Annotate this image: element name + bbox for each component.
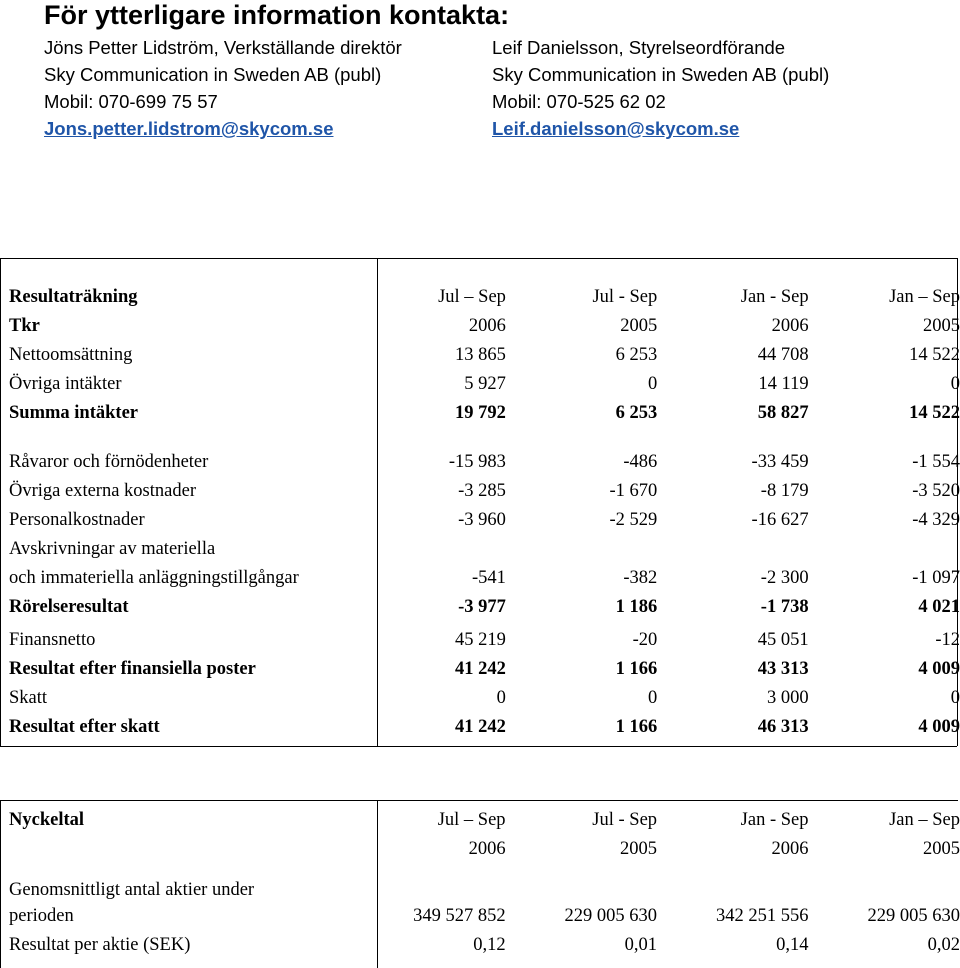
keyfigures-header-row bbox=[0, 806, 960, 835]
table-row bbox=[0, 931, 960, 960]
keyfigures-year-3: 2006 bbox=[657, 835, 808, 864]
cell: 229 005 630 bbox=[506, 902, 657, 931]
table-row bbox=[0, 506, 960, 535]
cell: 4 021 bbox=[809, 593, 960, 622]
contact-heading: För ytterligare information kontakta: bbox=[44, 0, 509, 30]
row-label: Resultat efter skatt bbox=[0, 713, 378, 742]
income-bottom-border bbox=[0, 746, 957, 747]
cell: 6 253 bbox=[506, 341, 657, 370]
cell: 13 865 bbox=[378, 341, 506, 370]
contact-right-company: Sky Communication in Sweden AB (publ) bbox=[492, 61, 829, 88]
row-label: Resultat per aktie (SEK) bbox=[0, 931, 378, 960]
spacer-row bbox=[0, 864, 960, 878]
keyfigures-year-row bbox=[0, 835, 960, 864]
cell: 45 219 bbox=[378, 626, 506, 655]
contact-right-phone: Mobil: 070-525 62 02 bbox=[492, 88, 829, 115]
income-period-4: Jan – Sep bbox=[809, 283, 960, 312]
income-period-3: Jan - Sep bbox=[657, 283, 808, 312]
cell: 1 186 bbox=[506, 593, 657, 622]
cell: -4 329 bbox=[809, 506, 960, 535]
row-label: Skatt bbox=[0, 684, 378, 713]
cell: -1 097 bbox=[809, 564, 960, 593]
income-statement-table bbox=[0, 283, 960, 742]
cell: -20 bbox=[506, 626, 657, 655]
cell: -541 bbox=[378, 564, 506, 593]
contact-right-name: Leif Danielsson, Styrelseordförande bbox=[492, 34, 829, 61]
cell: 14 522 bbox=[809, 341, 960, 370]
contact-right bbox=[492, 34, 829, 142]
income-year-1: 2006 bbox=[378, 312, 506, 341]
cell: 44 708 bbox=[657, 341, 808, 370]
cell: 4 009 bbox=[809, 655, 960, 684]
cell: -2 300 bbox=[657, 564, 808, 593]
cell: 43 313 bbox=[657, 655, 808, 684]
table-row bbox=[0, 341, 960, 370]
row-label: och immateriella anläggningstillgångar bbox=[0, 564, 378, 593]
keyfigures-period-3: Jan - Sep bbox=[657, 806, 808, 835]
cell: -8 179 bbox=[657, 477, 808, 506]
row-label: Resultat efter finansiella poster bbox=[0, 655, 378, 684]
cell: -1 670 bbox=[506, 477, 657, 506]
cell: 1 166 bbox=[506, 655, 657, 684]
row-label: Avskrivningar av materiella bbox=[0, 535, 378, 564]
row-label: Övriga externa kostnader bbox=[0, 477, 378, 506]
cell: 0 bbox=[506, 684, 657, 713]
cell: -33 459 bbox=[657, 448, 808, 477]
keyfigures-period-2: Jul - Sep bbox=[506, 806, 657, 835]
table-row bbox=[0, 535, 960, 564]
keyfigures-year-4: 2005 bbox=[809, 835, 960, 864]
contact-left bbox=[44, 34, 402, 142]
table-row-total bbox=[0, 399, 960, 428]
contact-left-company: Sky Communication in Sweden AB (publ) bbox=[44, 61, 402, 88]
row-label: perioden bbox=[0, 902, 378, 931]
cell: 0,12 bbox=[378, 931, 506, 960]
keyfigures-period-4: Jan – Sep bbox=[809, 806, 960, 835]
row-label: Genomsnittligt antal aktier under bbox=[0, 878, 378, 902]
table-row bbox=[0, 684, 960, 713]
cell: 45 051 bbox=[657, 626, 808, 655]
income-period-2: Jul - Sep bbox=[506, 283, 657, 312]
income-header-row bbox=[0, 283, 960, 312]
table-row bbox=[0, 878, 960, 902]
cell: 4 009 bbox=[809, 713, 960, 742]
cell: 0,01 bbox=[506, 931, 657, 960]
cell: 1 166 bbox=[506, 713, 657, 742]
cell: 14 119 bbox=[657, 370, 808, 399]
cell: 41 242 bbox=[378, 713, 506, 742]
contact-right-email-link[interactable]: Leif.danielsson@skycom.se bbox=[492, 115, 829, 142]
cell: -3 977 bbox=[378, 593, 506, 622]
table-row bbox=[0, 448, 960, 477]
cell: 58 827 bbox=[657, 399, 808, 428]
table-row bbox=[0, 370, 960, 399]
cell: 14 522 bbox=[809, 399, 960, 428]
cell: -16 627 bbox=[657, 506, 808, 535]
cell: 41 242 bbox=[378, 655, 506, 684]
cell: 3 000 bbox=[657, 684, 808, 713]
cell: 0 bbox=[378, 684, 506, 713]
income-year-3: 2006 bbox=[657, 312, 808, 341]
table-row-total bbox=[0, 713, 960, 742]
cell: 5 927 bbox=[378, 370, 506, 399]
table-row bbox=[0, 626, 960, 655]
cell: 342 251 556 bbox=[657, 902, 808, 931]
contact-left-name: Jöns Petter Lidström, Verkställande direktör bbox=[44, 34, 402, 61]
cell: -3 285 bbox=[378, 477, 506, 506]
row-label: Övriga intäkter bbox=[0, 370, 378, 399]
cell: -3 520 bbox=[809, 477, 960, 506]
contact-left-phone: Mobil: 070-699 75 57 bbox=[44, 88, 402, 115]
table-row bbox=[0, 477, 960, 506]
table-row-total bbox=[0, 655, 960, 684]
keyfigures-year-1: 2006 bbox=[378, 835, 506, 864]
cell: 0 bbox=[809, 684, 960, 713]
table-row bbox=[0, 902, 960, 931]
cell: 0,02 bbox=[809, 931, 960, 960]
cell: 0 bbox=[506, 370, 657, 399]
cell: -3 960 bbox=[378, 506, 506, 535]
row-label: Rörelseresultat bbox=[0, 593, 378, 622]
cell: 349 527 852 bbox=[378, 902, 506, 931]
row-label: Råvaror och förnödenheter bbox=[0, 448, 378, 477]
income-unit-label: Tkr bbox=[0, 312, 378, 341]
income-year-2: 2005 bbox=[506, 312, 657, 341]
row-label: Finansnetto bbox=[0, 626, 378, 655]
keyfigures-table bbox=[0, 806, 960, 960]
cell: -2 529 bbox=[506, 506, 657, 535]
keyfigures-year-2: 2005 bbox=[506, 835, 657, 864]
cell: -486 bbox=[506, 448, 657, 477]
table-row-total bbox=[0, 593, 960, 622]
cell: -382 bbox=[506, 564, 657, 593]
spacer-row bbox=[0, 428, 960, 448]
contact-left-email-link[interactable]: Jons.petter.lidstrom@skycom.se bbox=[44, 115, 402, 142]
cell: -12 bbox=[809, 626, 960, 655]
row-label: Personalkostnader bbox=[0, 506, 378, 535]
cell: 229 005 630 bbox=[809, 902, 960, 931]
cell: 0,14 bbox=[657, 931, 808, 960]
income-title: Resultaträkning bbox=[0, 283, 378, 312]
cell: 0 bbox=[809, 370, 960, 399]
cell: -15 983 bbox=[378, 448, 506, 477]
row-label: Summa intäkter bbox=[0, 399, 378, 428]
keyfigures-period-1: Jul – Sep bbox=[378, 806, 506, 835]
income-year-row bbox=[0, 312, 960, 341]
keyfigures-title: Nyckeltal bbox=[0, 806, 378, 835]
cell: 6 253 bbox=[506, 399, 657, 428]
row-label: Nettoomsättning bbox=[0, 341, 378, 370]
income-period-1: Jul – Sep bbox=[378, 283, 506, 312]
table-row bbox=[0, 564, 960, 593]
cell: 19 792 bbox=[378, 399, 506, 428]
cell: -1 738 bbox=[657, 593, 808, 622]
cell: -1 554 bbox=[809, 448, 960, 477]
cell: 46 313 bbox=[657, 713, 808, 742]
income-year-4: 2005 bbox=[809, 312, 960, 341]
